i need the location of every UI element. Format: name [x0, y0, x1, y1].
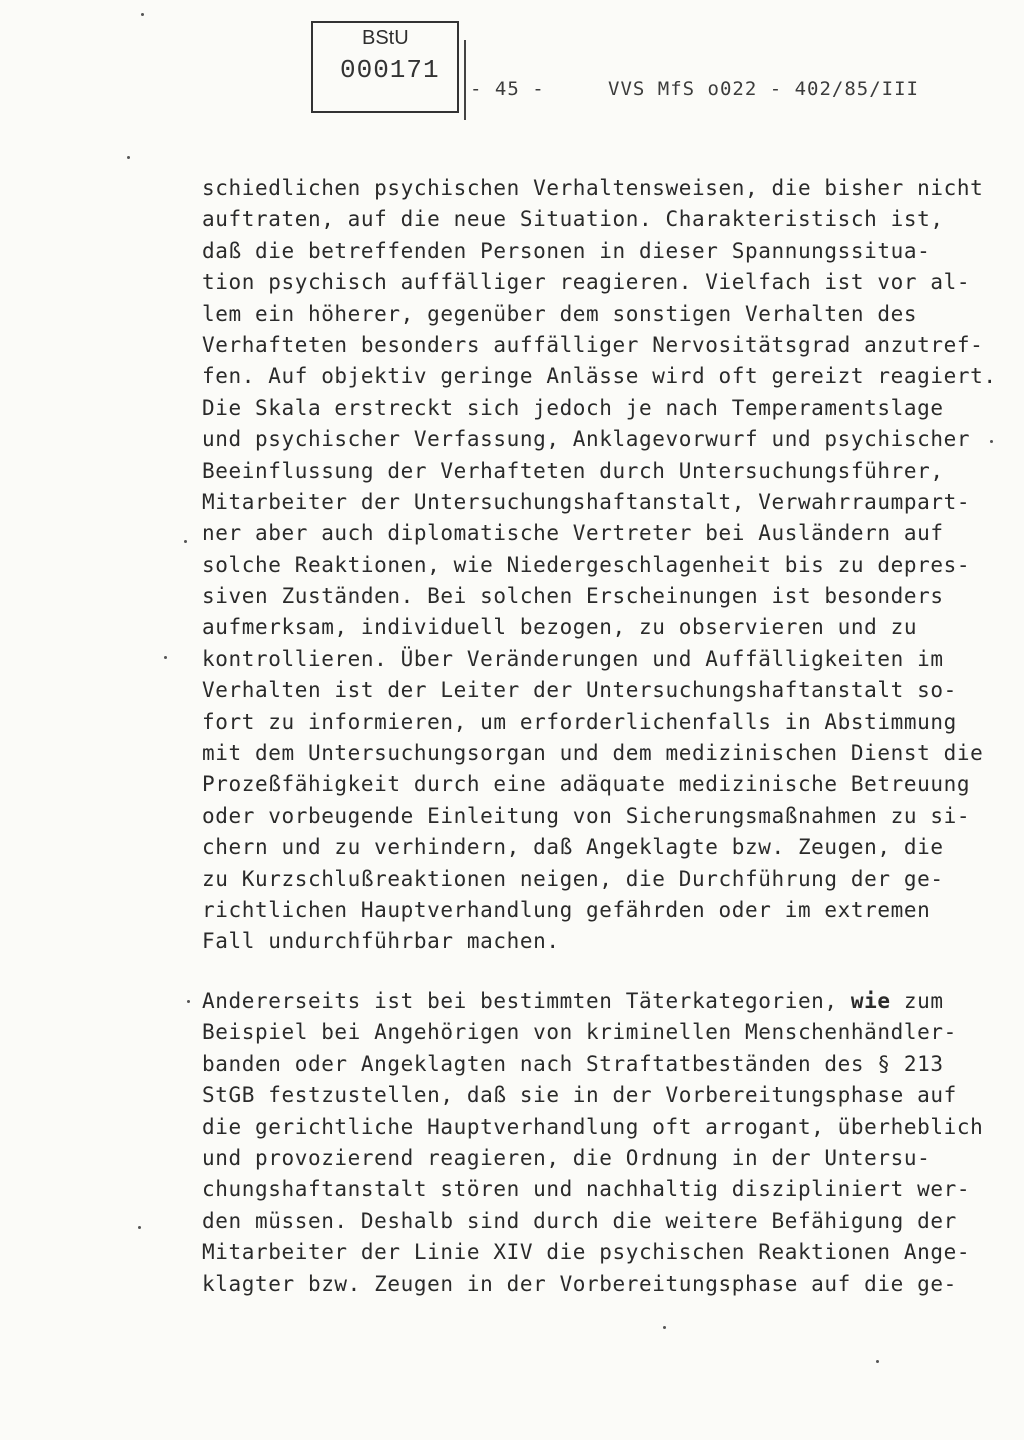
- text-line: fen. Auf objektiv geringe Anlässe wird oft gereizt reagiert.: [202, 364, 997, 389]
- scan-speck: [141, 13, 144, 16]
- text-line: Die Skala erstreckt sich jedoch je nach Temperamentslage: [202, 395, 944, 420]
- text-line: Mitarbeiter der Untersuchungshaftanstalt, Verwahrraumpart-: [202, 489, 971, 514]
- text-line: daß die betreffenden Personen in dieser Spannungssitua-: [202, 238, 931, 263]
- text-line: Beeinflussung der Verhafteten durch Untersuchungsführer,: [202, 458, 944, 483]
- bold-word: wie: [850, 989, 891, 1013]
- text-line: banden oder Angeklagten nach Straftatbeständen des § 213: [202, 1051, 944, 1076]
- text-line: fort zu informieren, um erforderlichenfalls in Abstimmung: [202, 709, 957, 734]
- text-line: die gerichtliche Hauptverhandlung oft arrogant, überheblich: [202, 1114, 984, 1139]
- text-line: und psychischer Verfassung, Anklagevorwurf und psychischer: [202, 427, 971, 452]
- page-number: - 45 -: [470, 78, 545, 100]
- text-line: lem ein höherer, gegenüber dem sonstigen Verhalten des: [202, 301, 918, 326]
- text-segment: zum: [890, 989, 944, 1013]
- text-line: schiedlichen psychischen Verhaltensweisen, die bisher nicht: [202, 176, 984, 200]
- text-line: den müssen. Deshalb sind durch die weitere Befähigung der: [202, 1208, 957, 1233]
- text-segment: Andererseits ist bei bestimmten Täterkategorien,: [202, 989, 851, 1013]
- text-line: klagter bzw. Zeugen in der Vorbereitungsphase auf die ge-: [202, 1271, 957, 1296]
- paragraph-2: [202, 986, 984, 1300]
- text-line: aufmerksam, individuell bezogen, zu observieren und zu: [202, 615, 918, 640]
- text-line: Prozeßfähigkeit durch eine adäquate medizinische Betreuung: [202, 772, 971, 797]
- scan-speck: [127, 156, 130, 159]
- text-line: Verhalten ist der Leiter der Untersuchungshaftanstalt so-: [202, 678, 957, 703]
- text-line: chern und zu verhindern, daß Angeklagte bzw. Zeugen, die: [202, 835, 944, 860]
- scan-speck: [164, 656, 167, 659]
- text-line: chungshaftanstalt stören und nachhaltig diszipliniert wer-: [202, 1177, 971, 1202]
- paragraph-1: [202, 173, 997, 958]
- text-line: [202, 986, 962, 1017]
- text-line: zu Kurzschlußreaktionen neigen, die Durchführung der ge-: [202, 866, 944, 891]
- scan-speck: [138, 1226, 141, 1229]
- text-line: richtlichen Hauptverhandlung gefährden oder im extremen: [202, 897, 931, 922]
- text-line: auftraten, auf die neue Situation. Charakteristisch ist,: [202, 207, 944, 232]
- text-line: Beispiel bei Angehörigen von kriminellen Menschenhändler-: [202, 1020, 957, 1045]
- scan-speck: [187, 1000, 190, 1003]
- text-line: Verhafteten besonders auffälliger Nervositätsgrad anzutref-: [202, 332, 984, 357]
- text-line: mit dem Untersuchungsorgan und dem medizinischen Dienst die: [202, 741, 984, 766]
- text-line: Fall undurchführbar machen.: [202, 929, 560, 954]
- text-line: kontrollieren. Über Veränderungen und Auffälligkeiten im: [202, 646, 944, 671]
- stamp-title: BStU: [362, 27, 409, 49]
- stamp-number: 000171: [340, 55, 440, 85]
- scan-speck: [663, 1326, 666, 1329]
- scan-speck: [876, 1360, 879, 1363]
- scan-speck: [990, 440, 993, 443]
- text-line: oder vorbeugende Einleitung von Sicherungsmaßnahmen zu si-: [202, 803, 971, 828]
- text-line: ner aber auch diplomatische Vertreter bei Ausländern auf: [202, 521, 944, 546]
- document-reference: VVS MfS o022 - 402/85/III: [608, 78, 919, 100]
- text-line: siven Zuständen. Bei solchen Erscheinungen ist besonders: [202, 584, 944, 609]
- text-line: StGB festzustellen, daß sie in der Vorbereitungsphase auf: [202, 1083, 957, 1108]
- scan-speck: [184, 540, 187, 543]
- text-line: und provozierend reagieren, die Ordnung in der Untersu-: [202, 1145, 931, 1170]
- text-line: solche Reaktionen, wie Niedergeschlagenheit bis zu depres-: [202, 552, 971, 577]
- stamp-margin-mark: [464, 40, 466, 120]
- text-line: tion psychisch auffälliger reagieren. Vielfach ist vor al-: [202, 270, 971, 295]
- text-line: Mitarbeiter der Linie XIV die psychischen Reaktionen Ange-: [202, 1240, 971, 1265]
